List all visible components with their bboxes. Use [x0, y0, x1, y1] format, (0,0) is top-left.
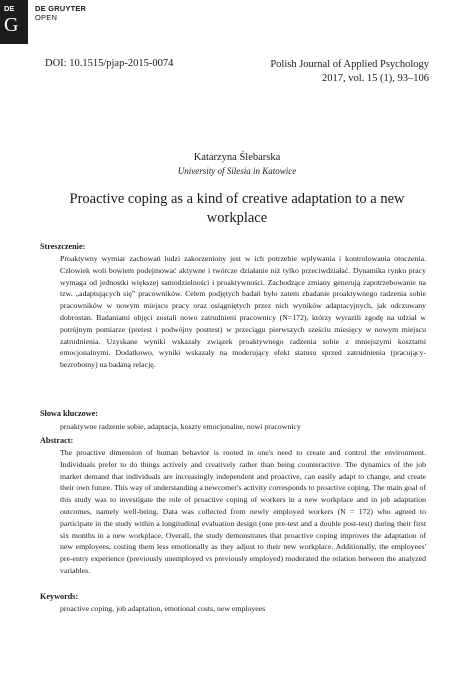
affiliation: University of Silesia in Katowice	[177, 166, 297, 176]
publisher-subtitle: OPEN	[35, 13, 58, 22]
publisher-logo	[0, 0, 28, 44]
publisher-name	[35, 4, 86, 22]
doi: DOI: 10.1515/pjap-2015-0074	[45, 58, 174, 69]
journal-name: Polish Journal of Applied Psychology	[270, 59, 429, 70]
paper-title: Proactive coping as a kind of creative adaptation to a new workplace	[69, 191, 405, 226]
logo-letters-top: DE	[4, 4, 15, 13]
logo-letter-g: G	[4, 14, 19, 36]
streszczenie-heading: Streszczenie:	[40, 242, 86, 251]
abstract-text: The proactive dimension of human behavior is rooted in one's need to create and control the environment. Individuals prefer to do things actively and creatively rather than being counteractive. The dynamics of the job market demand that individuals are increasingly independent and proactive, can easily adapt to change, and create their own future. This way of understanding a newcomer's activity corresponds to proactive coping. The main goal of this study was to investigate the role of proactive coping of workers in a new workplace and in job adaptation outcomes, namely well-being. Data was collected from newly employed workers (N = 172) who agreed to participate in the study within a longitudinal evaluation design (one pre-test and a double post-test) during their first six months in a new workplace. Overall, the study demonstrates that proactive coping improves the adaptation of new employees, costing them less emotionally as they adjust to their new workplace. Additionally, the employees' pre-entry experience (previously unemployed vs previously employed) moderated the relation between the analyzed variables.	[60, 448, 426, 575]
abstract-heading: Abstract:	[40, 436, 74, 445]
publisher-title: DE GRUYTER	[35, 4, 87, 13]
streszczenie-text: Proaktywny wymiar zachowań ludzi zakorzeniony jest w ich potrzebie wpływania i kontrolowania otoczenia. Człowiek woli bowiem podejmować aktywne i twórcze działanie niż tylko przeciwdziałać. Dynamika rynku pracy wymaga od jednostki większej samodzielności i proaktywności. Zachodzące zmiany generują zapotrzebowanie na tzw. „adaptujących się” pracowników. Celem podjętych badań było zatem zbadanie proaktywnego radzenia sobie pracowników w nowym miejscu pracy oraz osiągniętych przez nich wyników adaptacyjnych, jak odczuwany dobrostan. Badaniami objęci zostali nowo zatrudnieni pracownicy (N=172), którzy wyrazili zgodę na udział w potrójnym pomiarze (pretest i podwójny posttest) w przeciągu pierwszych sześciu miesięcy w nowym miejscu zatrudnienia. Uzyskane wyniki wskazały związek proaktywnego radzenia sobie z mniejszymi kosztami emocjonalnymi. Dodatkowo, wyniki wskazały na moderujący efekt statusu sprzed zatrudnienia (pracujący-bezrobotny) na badaną relację.	[60, 254, 426, 370]
author: Katarzyna Ślebarska	[193, 152, 281, 163]
keywords-text: proactive coping, job adaptation, emotional costs, new employees	[60, 604, 266, 613]
journal-issue: 2017, vol. 15 (1), 93–106	[321, 73, 429, 84]
keywords-heading: Keywords:	[40, 592, 79, 601]
slowa-kluczowe-text: proaktywne radzenie sobie, adaptacja, koszty emocjonalne, nowi pracownicy	[60, 422, 301, 431]
journal-info	[270, 58, 429, 86]
slowa-kluczowe-heading: Słowa kluczowe:	[40, 409, 98, 418]
